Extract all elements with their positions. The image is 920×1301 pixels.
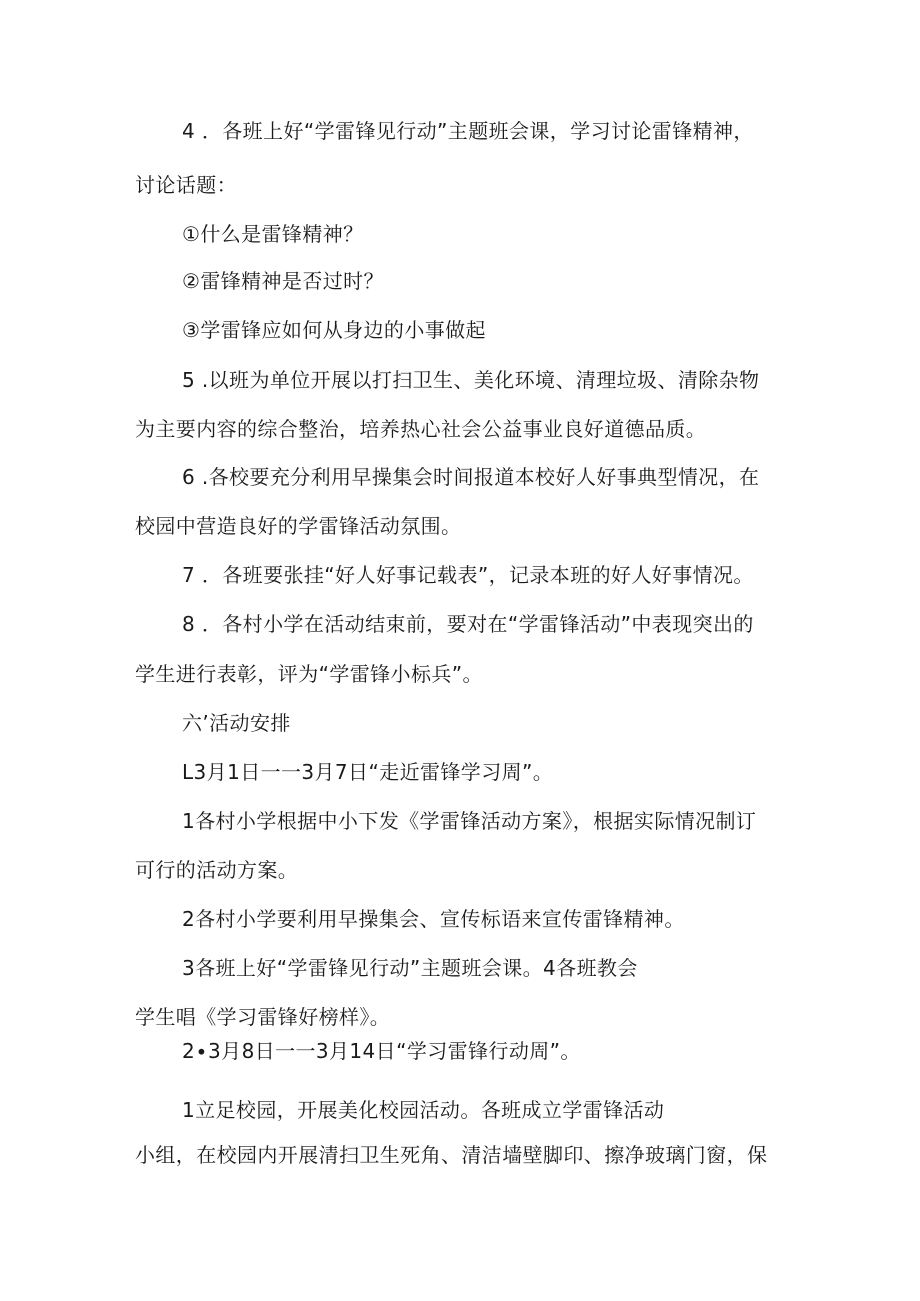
paragraph-line: 4 ．各班上好“学雷锋见行动”主题班会课，学习讨论雷锋精神，: [182, 119, 754, 143]
paragraph-line: 2各村小学要利用早操集会、宣传标语来宣传雷锋精神。: [182, 907, 685, 931]
paragraph-line: 7 ．各班要张挂“好人好事记载表”，记录本班的好人好事情况。: [182, 563, 754, 587]
paragraph-line: 3各班上好“学雷锋见行动”主题班会课。4各班教会: [182, 956, 638, 980]
paragraph-line: 1各村小学根据中小下发《学雷锋活动方案》，根据实际情况制订: [182, 809, 757, 833]
paragraph-line: 5 .以班为单位开展以打扫卫生、美化环境、清理垃圾、清除杂物: [182, 368, 760, 392]
paragraph-line: L3月1日一一3月7日“走近雷锋学习周”。: [182, 760, 554, 784]
paragraph-line: 学生进行表彰，评为“学雷锋小标兵”。: [135, 662, 483, 686]
paragraph-line: 1立足校园，开展美化校园活动。各班成立学雷锋活动: [182, 1098, 665, 1122]
paragraph-line: 讨论话题：: [135, 173, 237, 197]
paragraph-line: ②雷锋精神是否过时？: [182, 269, 384, 293]
paragraph-line: 2∙3月8日一一3月14日“学习雷锋行动周”。: [182, 1039, 581, 1063]
paragraph-line: ③学雷锋应如何从身边的小事做起: [182, 318, 486, 342]
paragraph-line: 学生唱《学习雷锋好榜样》。: [135, 1005, 391, 1029]
paragraph-line: 小组，在校园内开展清扫卫生死角、清洁墙壁脚印、擦净玻璃门窗，保: [135, 1143, 768, 1167]
paragraph-line: 校园中营造良好的学雷锋活动氛围。: [135, 514, 462, 538]
paragraph-line: 可行的活动方案。: [135, 858, 299, 882]
paragraph-line: 6 .各校要充分利用早操集会时间报道本校好人好事典型情况，在: [182, 465, 760, 489]
section-heading: 六’活动安排: [182, 711, 291, 735]
paragraph-line: 为主要内容的综合整治，培养热心社会公益事业良好道德品质。: [135, 417, 707, 441]
paragraph-line: 8 ．各村小学在活动结束前，要对在“学雷锋活动”中表现突出的: [182, 612, 754, 636]
paragraph-line: ①什么是雷锋精神？: [182, 222, 364, 246]
